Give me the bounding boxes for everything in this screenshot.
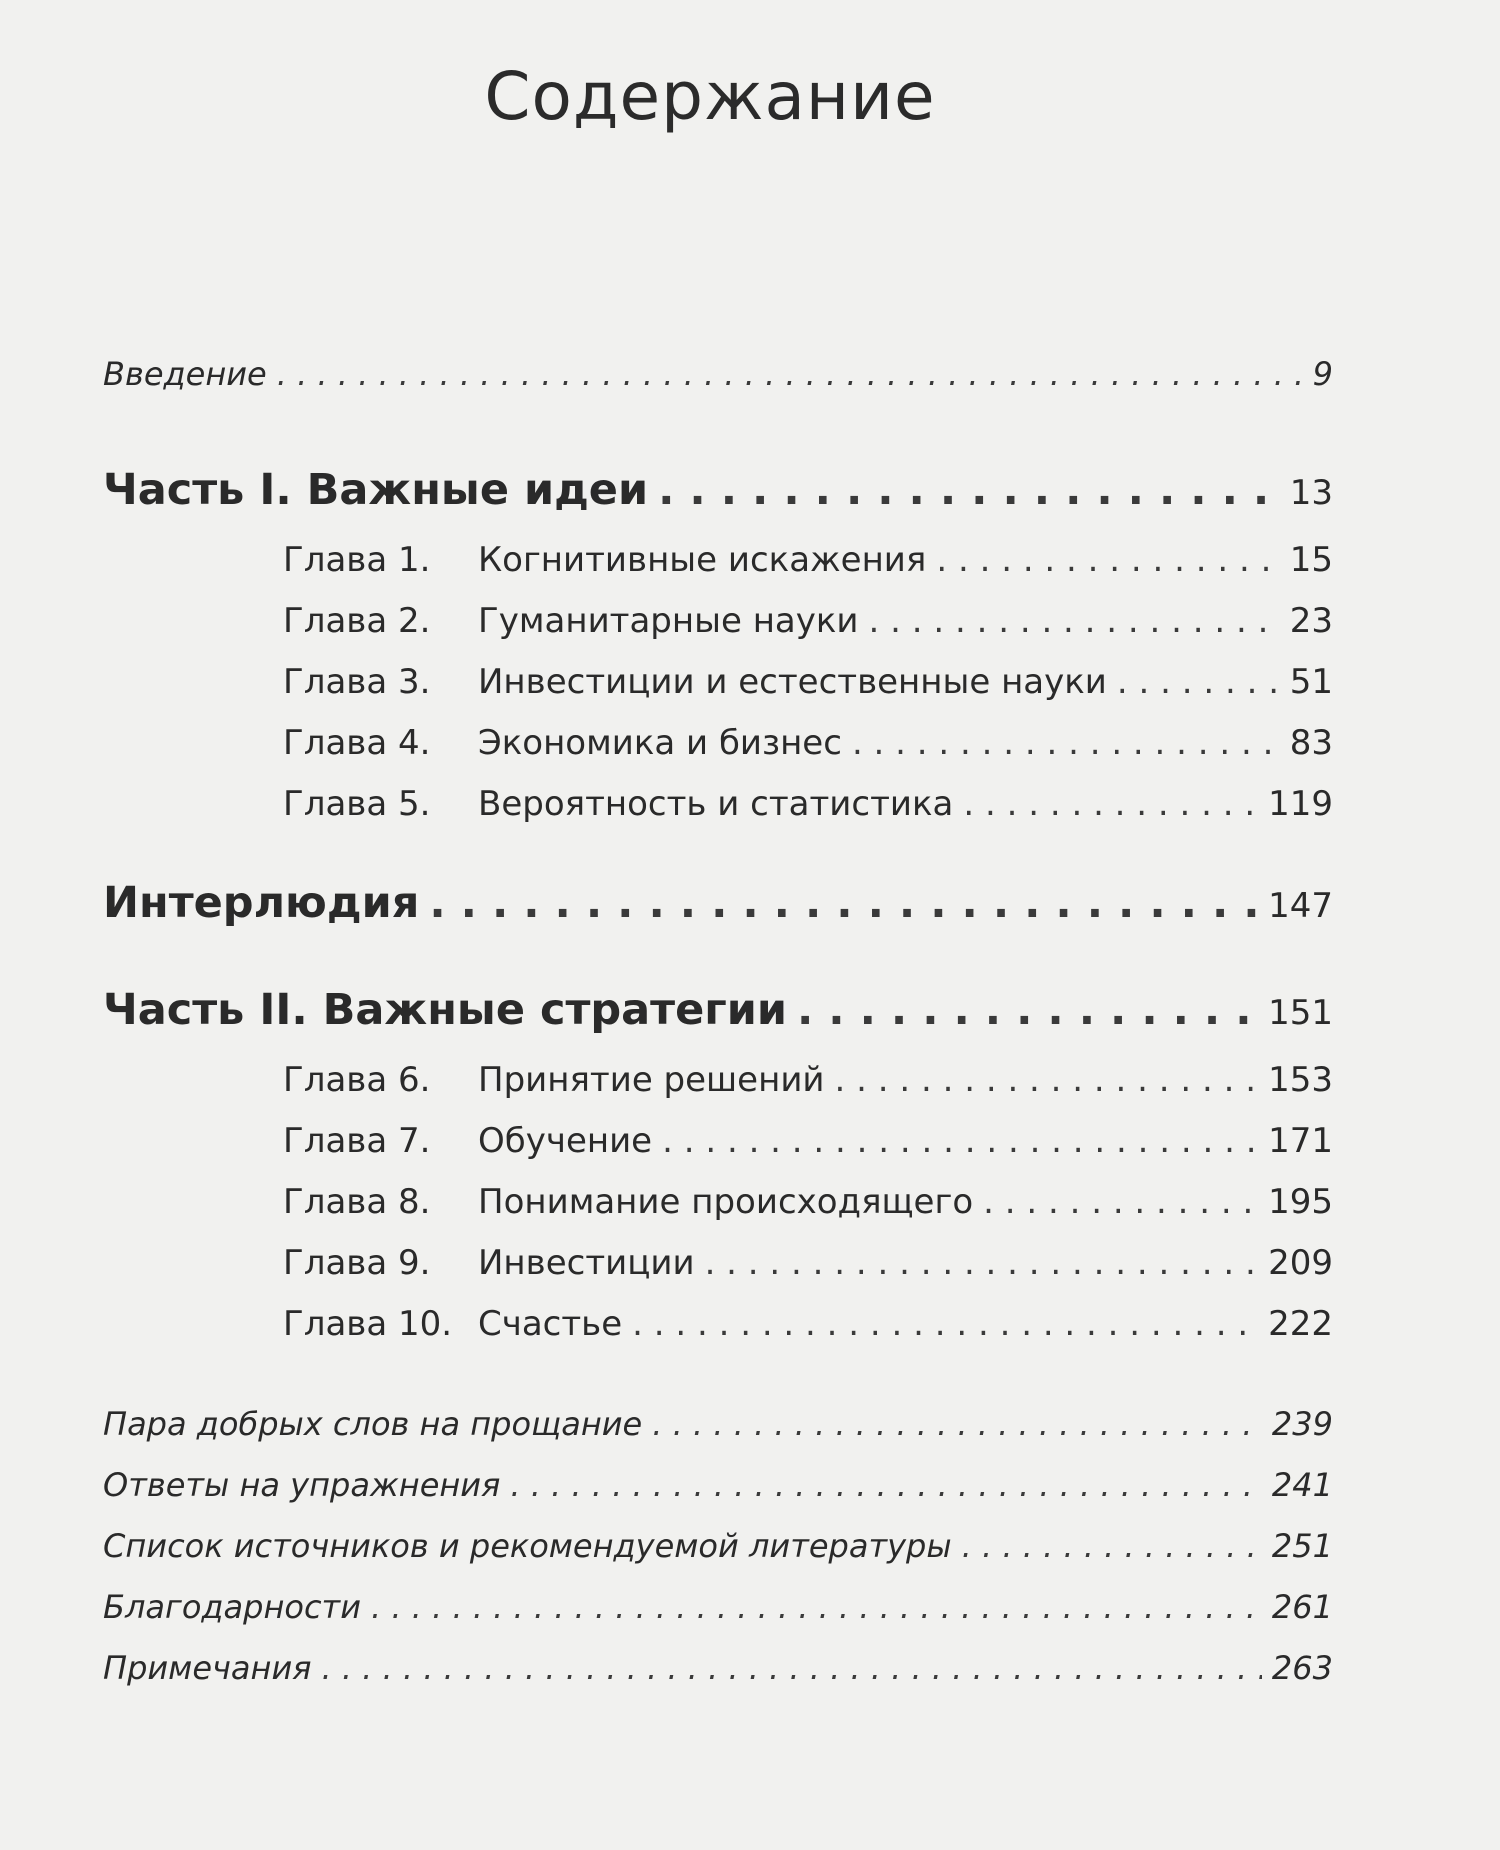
toc-entry-chapter-8[interactable]: [283, 1182, 1333, 1222]
toc-entry-acknowledgements[interactable]: [103, 1588, 1333, 1626]
part-label: Часть II. Важные стратегии: [103, 985, 787, 1035]
chapter-title: Экономика и бизнес: [478, 723, 842, 763]
chapter-title: Когнитивные искажения: [478, 540, 927, 580]
toc-page-number: 15: [1289, 540, 1333, 580]
toc-entry-interlude[interactable]: [103, 878, 1333, 928]
leader-dots: [983, 1182, 1258, 1222]
toc-entry-chapter-6[interactable]: [283, 1060, 1333, 1100]
chapter-number: Глава 6.: [283, 1060, 431, 1100]
leader-dots: [963, 784, 1258, 824]
leader-dots: [962, 1527, 1262, 1565]
toc-page-number: 51: [1289, 662, 1333, 702]
toc-page-number: 195: [1268, 1182, 1333, 1222]
toc-entry-chapter-5[interactable]: [283, 784, 1333, 824]
toc-entry-label: Примечания: [103, 1649, 312, 1687]
toc-page-number: 171: [1268, 1121, 1333, 1161]
leader-dots: [835, 1060, 1259, 1100]
chapter-number: Глава 7.: [283, 1121, 431, 1161]
leader-dots: [429, 878, 1258, 928]
toc-entry-label: Список источников и рекомендуемой литературы: [103, 1527, 952, 1565]
leader-dots: [632, 1304, 1258, 1344]
page-title: Содержание: [484, 58, 936, 135]
chapter-number: Глава 9.: [283, 1243, 431, 1283]
toc-entry-intro[interactable]: [103, 355, 1333, 393]
toc-page-number: 147: [1268, 886, 1333, 926]
toc-page-number: 263: [1271, 1649, 1333, 1687]
toc-entry-chapter-2[interactable]: [283, 601, 1333, 641]
toc-entry-label: Введение: [103, 355, 267, 393]
chapter-number: Глава 5.: [283, 784, 431, 824]
toc-entry-label: Ответы на упражнения: [103, 1466, 501, 1504]
toc-page-number: 222: [1268, 1304, 1333, 1344]
chapter-number: Глава 8.: [283, 1182, 431, 1222]
toc-entry-chapter-10[interactable]: [283, 1304, 1333, 1344]
leader-dots: [869, 601, 1280, 641]
toc-entry-references[interactable]: [103, 1527, 1333, 1565]
toc-page-number: 153: [1268, 1060, 1333, 1100]
chapter-title: Счастье: [478, 1304, 623, 1344]
toc-page-number: 151: [1268, 993, 1333, 1033]
chapter-title: Понимание происходящего: [478, 1182, 974, 1222]
chapter-number: Глава 4.: [283, 723, 431, 763]
toc-page-number: 13: [1289, 473, 1333, 513]
toc-entry-chapter-3[interactable]: [283, 662, 1333, 702]
toc-page-number: 209: [1268, 1243, 1333, 1283]
toc-entry-chapter-1[interactable]: [283, 540, 1333, 580]
chapter-title: Принятие решений: [478, 1060, 825, 1100]
toc-entry-part-2[interactable]: [103, 985, 1333, 1035]
toc-page-number: 251: [1271, 1527, 1333, 1565]
toc-page-number: 261: [1271, 1588, 1333, 1626]
chapter-title: Обучение: [478, 1121, 653, 1161]
part-label: Интерлюдия: [103, 878, 420, 928]
chapter-title: Инвестиции: [478, 1243, 695, 1283]
leader-dots: [510, 1466, 1262, 1504]
leader-dots: [277, 355, 1303, 393]
leader-dots: [852, 723, 1280, 763]
toc-entry-label: Пара добрых слов на прощание: [103, 1405, 643, 1443]
part-label: Часть I. Важные идеи: [103, 465, 649, 515]
leader-dots: [662, 1121, 1258, 1161]
chapter-number: Глава 10.: [283, 1304, 453, 1344]
leader-dots: [321, 1649, 1261, 1687]
leader-dots: [658, 465, 1280, 515]
toc-entry-part-1[interactable]: [103, 465, 1333, 515]
toc-page-number: 83: [1289, 723, 1333, 763]
chapter-title: Вероятность и статистика: [478, 784, 954, 824]
toc-entry-label: Благодарности: [103, 1588, 361, 1626]
leader-dots: [705, 1243, 1259, 1283]
leader-dots: [1117, 662, 1280, 702]
chapter-number: Глава 3.: [283, 662, 431, 702]
leader-dots: [652, 1405, 1262, 1443]
toc-entry-chapter-4[interactable]: [283, 723, 1333, 763]
toc-page-number: 9: [1312, 355, 1333, 393]
leader-dots: [371, 1588, 1262, 1626]
toc-entry-answers[interactable]: [103, 1466, 1333, 1504]
chapter-number: Глава 2.: [283, 601, 431, 641]
leader-dots: [797, 985, 1258, 1035]
chapter-title: Гуманитарные науки: [478, 601, 859, 641]
toc-page-number: 23: [1289, 601, 1333, 641]
toc-page-number: 241: [1271, 1466, 1333, 1504]
toc-entry-chapter-9[interactable]: [283, 1243, 1333, 1283]
chapter-title: Инвестиции и естественные науки: [478, 662, 1107, 702]
toc-page-number: 239: [1271, 1405, 1333, 1443]
toc-entry-farewell[interactable]: [103, 1405, 1333, 1443]
toc-page-number: 119: [1268, 784, 1333, 824]
toc-entry-chapter-7[interactable]: [283, 1121, 1333, 1161]
chapter-number: Глава 1.: [283, 540, 431, 580]
toc-entry-notes[interactable]: [103, 1649, 1333, 1687]
leader-dots: [936, 540, 1279, 580]
